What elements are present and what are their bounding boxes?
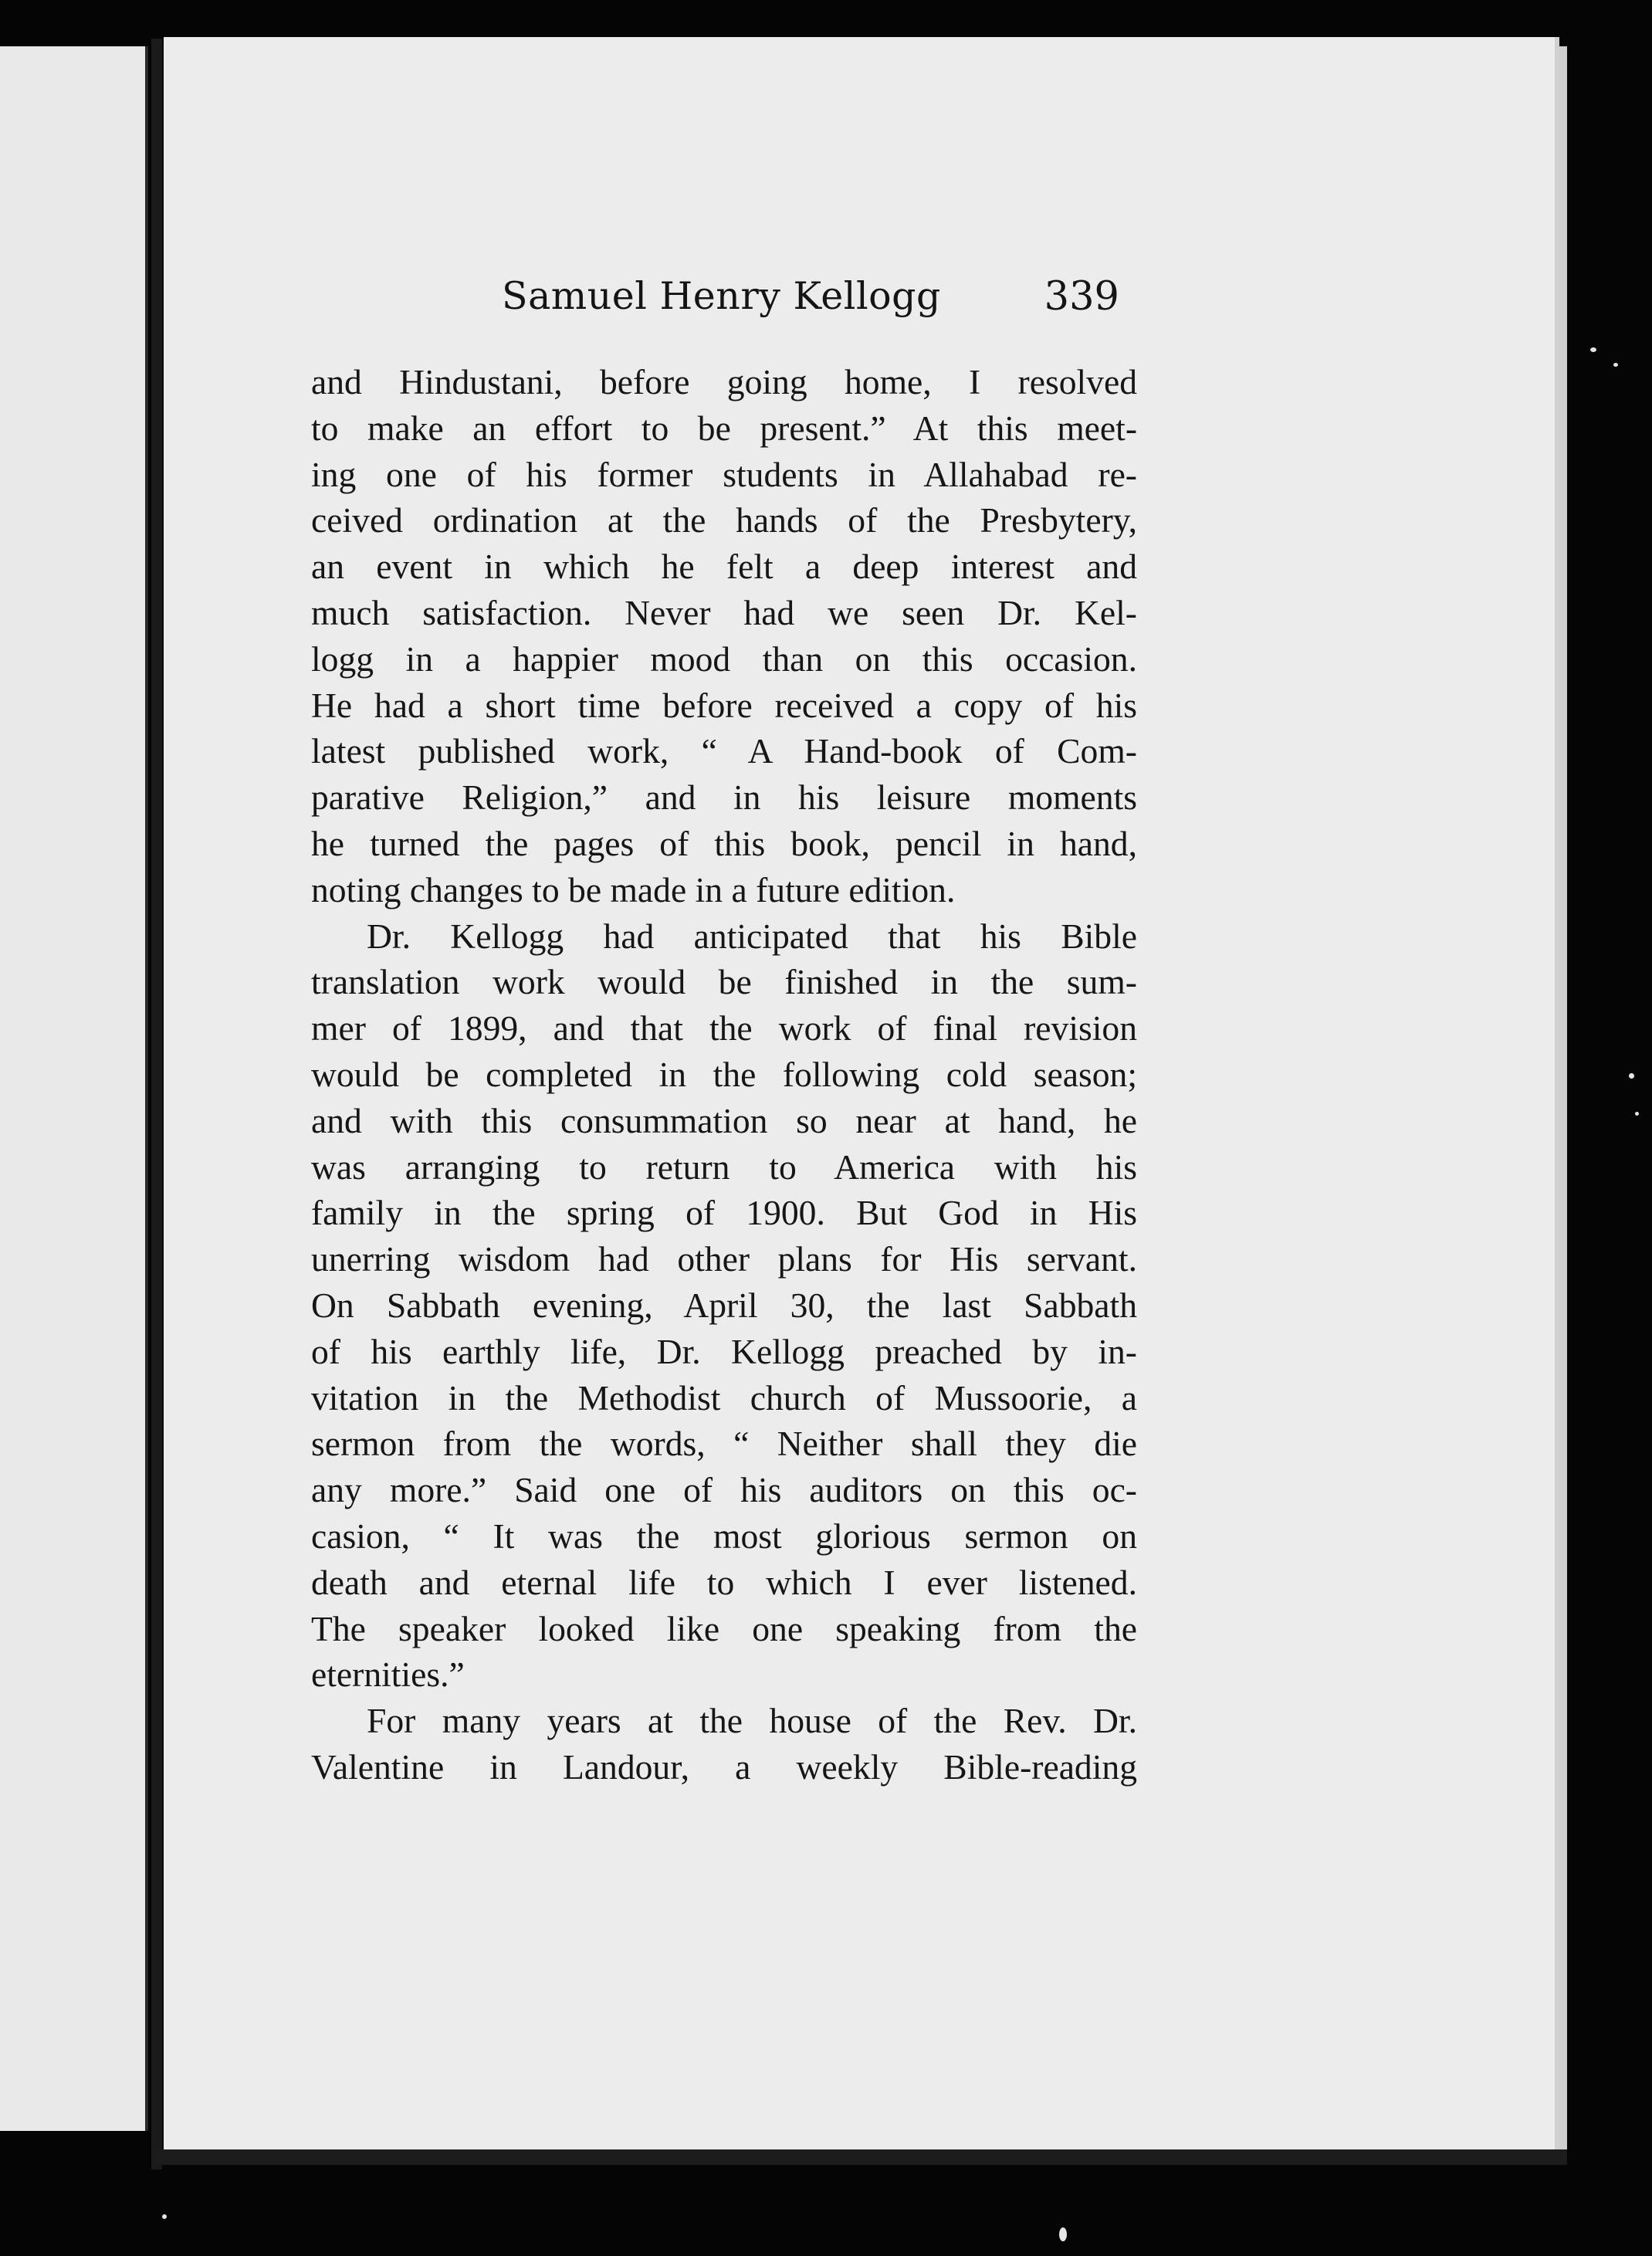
text-line: would be completed in the following cold season; <box>311 1054 1137 1094</box>
text-line: ing one of his former students in Allahabad re- <box>311 454 1137 494</box>
scan-speck <box>1629 1073 1634 1079</box>
text-line: an event in which he felt a deep interest and <box>311 547 1137 587</box>
text-line: vitation in the Methodist church of Mussoorie, a <box>311 1377 1137 1418</box>
text-line: and Hindustani, before going home, I resolved <box>311 362 1137 401</box>
scan-speck <box>1059 2227 1067 2241</box>
scan-speck <box>1635 1112 1639 1116</box>
running-head <box>502 274 1119 328</box>
text-line: He had a short time before received a copy of his <box>311 685 1137 725</box>
scan-speck <box>1613 363 1618 367</box>
previous-page-edge <box>0 46 148 2131</box>
paragraph <box>311 359 1137 913</box>
text-line: Valentine in Landour, a weekly Bible-reading <box>311 1746 1137 1787</box>
paragraph <box>311 1698 1137 1790</box>
text-line: to make an effort to be present.” At this meet- <box>311 408 1137 448</box>
text-line: sermon from the words, “ Neither shall they die <box>311 1424 1137 1464</box>
text-line: unerring wisdom had other plans for His servant. <box>311 1239 1137 1279</box>
text-line: much satisfaction. Never had we seen Dr. Kel- <box>311 592 1137 632</box>
text-line: eternities.” <box>311 1655 465 1695</box>
text-line: family in the spring of 1900. But God in His <box>311 1193 1137 1233</box>
text-line: mer of 1899, and that the work of final revision <box>311 1008 1137 1048</box>
text-line: ceived ordination at the hands of the Presbytery, <box>311 500 1137 540</box>
text-line: noting changes to be made in a future edition. <box>311 869 956 910</box>
text-line: translation work would be finished in the sum- <box>311 962 1137 1002</box>
text-line: latest published work, “ A Hand-book of Com- <box>311 731 1137 771</box>
text-line: was arranging to return to America with his <box>311 1147 1137 1187</box>
text-line: casion, “ It was the most glorious sermon on <box>311 1516 1137 1556</box>
scan-speck <box>162 2214 167 2219</box>
text-line: logg in a happier mood than on this occasion. <box>311 639 1137 679</box>
page-fore-edge <box>1559 46 1567 2162</box>
page-bottom-shadow <box>154 2149 1567 2165</box>
text-line: he turned the pages of this book, pencil in hand, <box>311 823 1137 863</box>
text-line: On Sabbath evening, April 30, the last Sabbath <box>311 1285 1137 1325</box>
text-line: For many years at the house of the Rev. Dr. <box>367 1701 1137 1741</box>
text-line: death and eternal life to which I ever listened. <box>311 1562 1137 1602</box>
scan-speck <box>1590 347 1596 352</box>
book-gutter <box>151 39 162 2170</box>
text-line: and with this consummation so near at hand, he <box>311 1100 1137 1140</box>
text-line: The speaker looked like one speaking from the <box>311 1608 1137 1648</box>
body-text <box>311 359 1137 1790</box>
page-number: 339 <box>1044 274 1119 320</box>
text-line: Dr. Kellogg had anticipated that his Bible <box>367 916 1137 956</box>
text-line: any more.” Said one of his auditors on this oc- <box>311 1470 1137 1510</box>
text-line: of his earthly life, Dr. Kellogg preached by in- <box>311 1331 1137 1371</box>
text-line: parative Religion,” and in his leisure moments <box>311 777 1137 818</box>
paragraph <box>311 913 1137 1699</box>
running-head-title: Samuel Henry Kellogg <box>502 274 941 318</box>
